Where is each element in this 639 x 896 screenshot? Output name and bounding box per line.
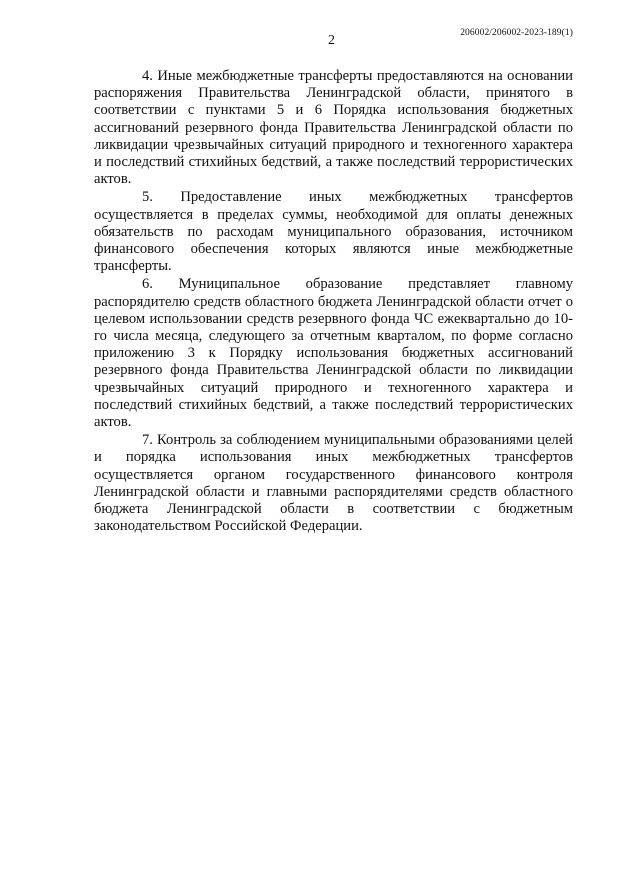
document-number: 206002/206002-2023-189(1): [460, 28, 573, 38]
page-number: 2: [328, 33, 335, 48]
paragraph-6: 6. Муниципальное образование представляет главному распорядителю средств областного бюджета Ленинградской области отчет о целевом использовании средств резервного фонда ЧС ежеквартально до 10-го числа месяца, следующего за отчетным кварталом, по форме согласно приложению 3 к Порядку использования бюджетных ассигнований резервного фонда Правительства Ленинградской области по ликвидации чрезвычайных ситуаций природного и техногенного характера и последствий стихийных бедствий, а также последствий террористических актов.: [94, 276, 573, 431]
paragraph-4: 4. Иные межбюджетные трансферты предоставляются на основании распоряжения Правительства Ленинградской области, принятого в соответствии с пунктами 5 и 6 Порядка использования бюджетных ассигнований резервного фонда Правительства Ленинградской области по ликвидации чрезвычайных ситуаций природного и техногенного характера и последствий стихийных бедствий, а также последствий террористических актов.: [94, 68, 573, 188]
paragraph-5: 5. Предоставление иных межбюджетных трансфертов осуществляется в пределах суммы, необходимой для оплаты денежных обязательств по расходам муниципального образования, источником финансового обеспечения которых являются иные межбюджетные трансферты.: [94, 189, 573, 275]
paragraph-7: 7. Контроль за соблюдением муниципальными образованиями целей и порядка использования иных межбюджетных трансфертов осуществляется органом государственного финансового контроля Ленинградской области и главными распорядителями средств областного бюджета Ленинградской области в соответствии с бюджетным законодательством Российской Федерации.: [94, 432, 573, 535]
document-body: [94, 68, 573, 536]
